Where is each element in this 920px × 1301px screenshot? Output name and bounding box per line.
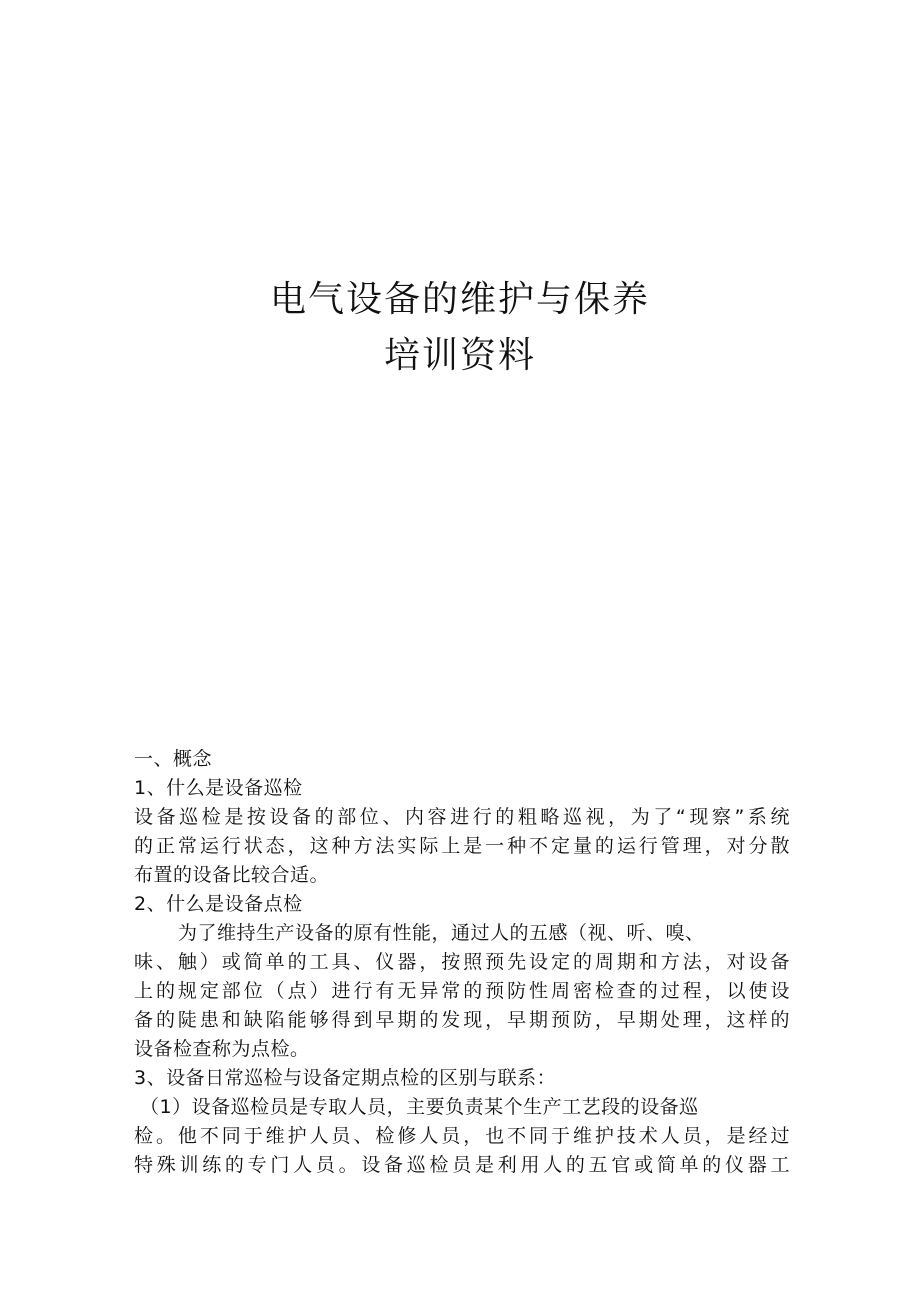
paragraph-line: （1）设备巡检员是专取人员，主要负责某个生产工艺段的设备巡 [140, 1096, 699, 1118]
subheading-difference: 3、设备日常巡检与设备定期点检的区别与联系： [134, 1067, 557, 1089]
paragraph-line: 为了维持生产设备的原有性能，通过人的五感（视、听、嗅、 [178, 922, 705, 944]
paragraph-line: 备的陡患和缺陷能够得到早期的发现，早期预防，早期处理，这样的 [134, 1009, 790, 1031]
paragraph-line: 特殊训练的专门人员。设备巡检员是利用人的五官或简单的仪器工 [134, 1154, 790, 1176]
document-title-line-1: 电气设备的维护与保养 [269, 279, 650, 320]
section-heading-concepts: 一、概念 [134, 748, 213, 770]
subheading-spot-check: 2、什么是设备点检 [134, 893, 303, 915]
subheading-inspection: 1、什么是设备巡检 [134, 777, 303, 799]
paragraph-line: 上的规定部位（点）进行有无异常的预防性周密检查的过程，以使设 [134, 980, 790, 1002]
paragraph-line: 味、触）或简单的工具、仪器，按照预先设定的周期和方法，对设备 [134, 951, 790, 973]
paragraph-line: 设备巡检是按设备的部位、内容进行的粗略巡视，为了“现察”系统 [134, 806, 790, 828]
document-title-line-2: 培训资料 [383, 335, 536, 376]
paragraph-line: 设备检查称为点检。 [134, 1038, 310, 1060]
title-block [0, 272, 920, 384]
paragraph-line: 布置的设备比较合适。 [134, 864, 330, 886]
document-body [134, 745, 790, 1180]
paragraph-line: 检。他不同于维护人员、检修人员，也不同于维护技术人员，是经过 [134, 1125, 790, 1147]
paragraph-line: 的正常运行状态，这种方法实际上是一种不定量的运行管理，对分散 [134, 835, 790, 857]
